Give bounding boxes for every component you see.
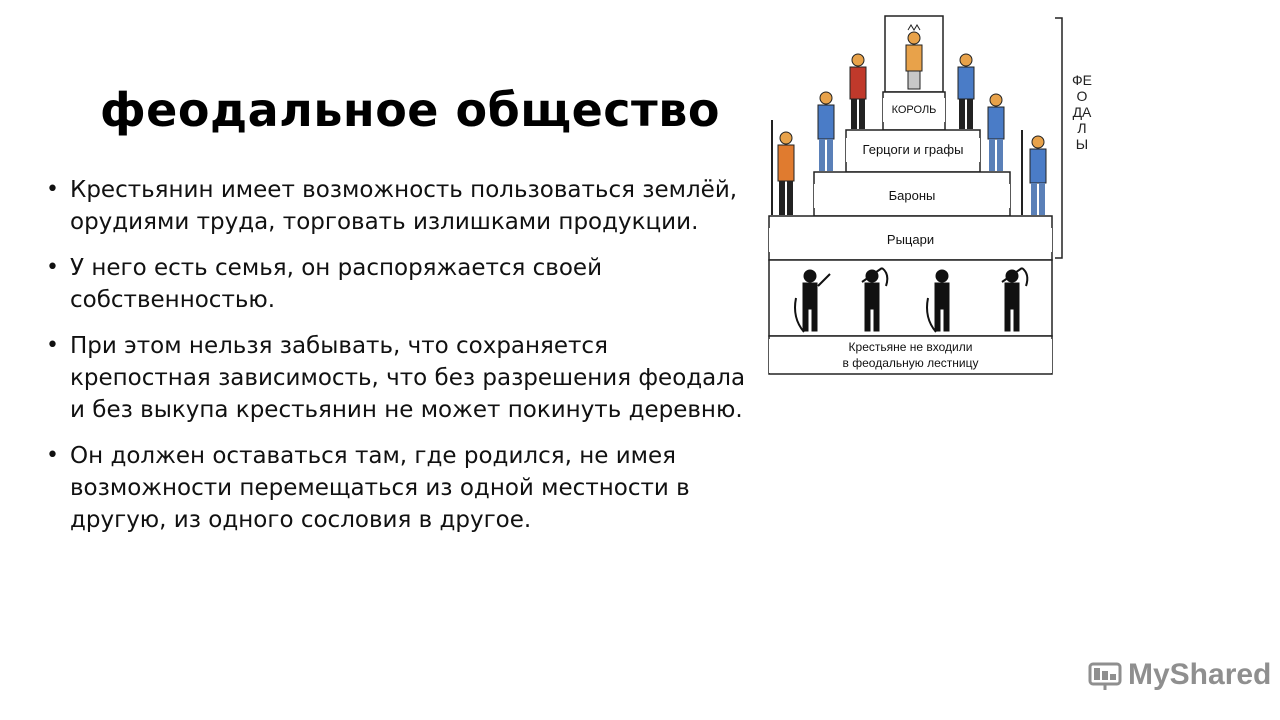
peasants-note-line: Крестьяне не входили bbox=[848, 340, 973, 354]
bullet-item bbox=[46, 330, 746, 426]
bullet-list bbox=[46, 174, 746, 550]
tier-dukes-label: Герцоги и графы bbox=[846, 138, 980, 162]
peasants-note bbox=[769, 339, 1052, 373]
myshared-logo-icon bbox=[1088, 658, 1122, 692]
feudals-brace-label: ФЕОДАЛЫ bbox=[1072, 72, 1092, 152]
myshared-watermark bbox=[1088, 652, 1271, 698]
bullet-marker: • bbox=[46, 255, 59, 280]
bullet-marker: • bbox=[46, 443, 59, 468]
bullet-text: Он должен оставаться там, где родился, не имея возможности перемещаться из одной местности в другую, из одного сословия в другое. bbox=[70, 443, 690, 533]
tier-king-label: КОРОЛЬ bbox=[883, 98, 945, 122]
watermark-text: MyShared bbox=[1128, 658, 1272, 691]
bullet-item bbox=[46, 174, 746, 238]
tier-knights-label: Рыцари bbox=[769, 228, 1052, 252]
feudals-brace bbox=[1055, 18, 1062, 258]
slide-title: феодальное общество bbox=[100, 83, 720, 137]
tier-barons-label: Бароны bbox=[814, 184, 1010, 208]
bullet-marker: • bbox=[46, 333, 59, 358]
bullet-marker: • bbox=[46, 177, 59, 202]
bullet-text: При этом нельзя забывать, что сохраняется крепостная зависимость, что без разрешения феодала и без выкупа крестьянин не может покинуть деревню. bbox=[70, 333, 746, 423]
bullet-text: Крестьянин имеет возможность пользоваться землёй, орудиями труда, торговать излишками продукции. bbox=[70, 177, 738, 235]
bullet-item bbox=[46, 440, 746, 536]
feudal-ladder-diagram bbox=[760, 10, 1100, 380]
bullet-item bbox=[46, 252, 746, 316]
peasants-note-line: в феодальную лестницу bbox=[842, 356, 979, 370]
bullet-text: У него есть семья, он распоряжается своей собственностью. bbox=[70, 255, 603, 313]
